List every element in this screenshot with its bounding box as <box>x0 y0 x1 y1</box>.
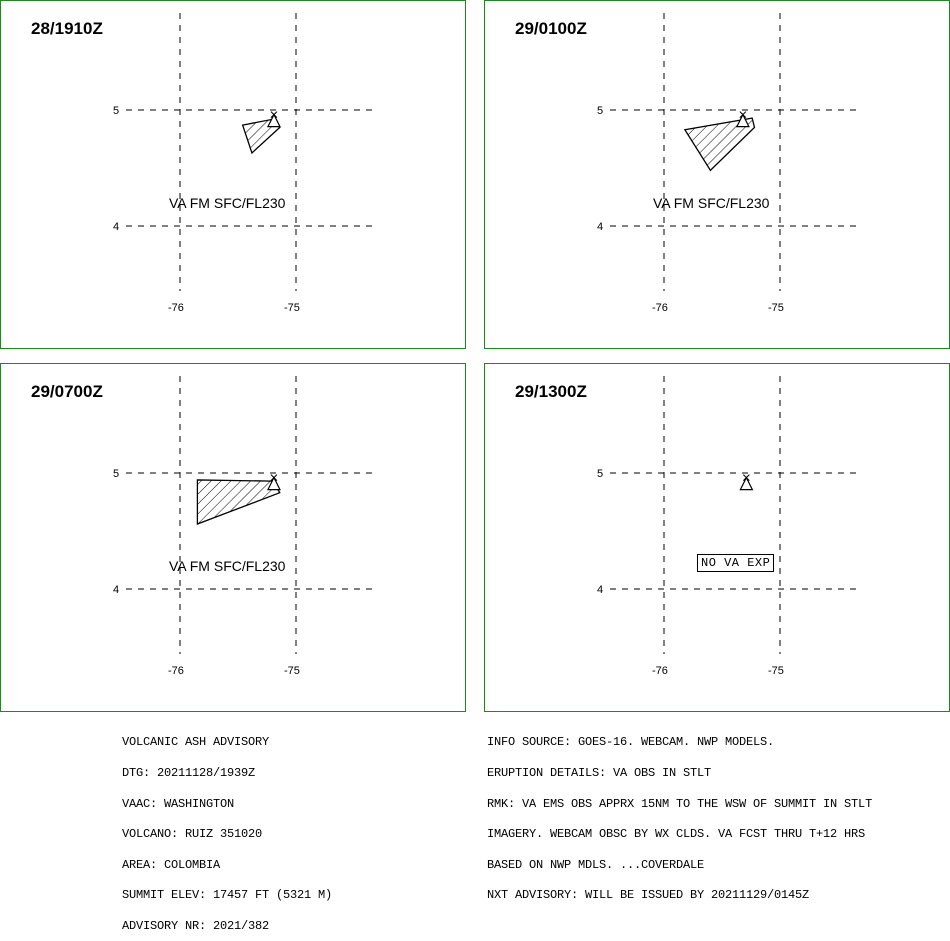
forecast-panel-1 <box>0 0 466 349</box>
lat-tick-label: 4 <box>113 584 120 596</box>
panel-time: 28/1910Z <box>31 19 103 38</box>
lat-tick-label: 5 <box>113 105 120 117</box>
lat-lon-grid <box>610 376 859 654</box>
lon-tick-label: -76 <box>168 665 184 677</box>
advisory-line: INFO SOURCE: GOES-16. WEBCAM. NWP MODELS. <box>487 735 775 750</box>
lon-tick-label: -75 <box>768 302 784 314</box>
advisory-details-block <box>487 717 872 911</box>
va-level-label: VA FM SFC/FL230 <box>169 195 286 211</box>
ash-cloud-polygon <box>197 480 279 524</box>
advisory-line: IMAGERY. WEBCAM OBSC BY WX CLDS. VA FCST THRU T+12 HRS <box>487 827 866 842</box>
panel-time: 29/0700Z <box>31 382 103 401</box>
map-graphic <box>1 364 465 711</box>
va-level-label: VA FM SFC/FL230 <box>169 558 286 574</box>
lat-lon-grid <box>610 13 859 291</box>
volcano-icon <box>268 112 280 127</box>
lon-tick-label: -76 <box>652 665 668 677</box>
lon-tick-label: -76 <box>168 302 184 314</box>
lat-tick-label: 5 <box>113 468 120 480</box>
panel-time: 29/0100Z <box>515 19 587 38</box>
advisory-line: VOLCANIC ASH ADVISORY <box>122 735 270 750</box>
forecast-panel-4 <box>484 363 950 712</box>
map-graphic <box>485 1 949 348</box>
lat-tick-label: 4 <box>113 221 120 233</box>
va-level-label: VA FM SFC/FL230 <box>653 195 770 211</box>
lat-tick-label: 4 <box>597 584 604 596</box>
panel-time: 29/1300Z <box>515 382 587 401</box>
advisory-line: RMK: VA EMS OBS APPRX 15NM TO THE WSW OF SUMMIT IN STLT <box>487 796 873 811</box>
lon-tick-label: -76 <box>652 302 668 314</box>
lat-lon-grid <box>126 376 375 654</box>
forecast-panel-2 <box>484 0 950 349</box>
lon-tick-label: -75 <box>768 665 784 677</box>
advisory-line: NXT ADVISORY: WILL BE ISSUED BY 20211129/0145Z <box>487 888 810 903</box>
map-graphic <box>485 364 949 711</box>
advisory-line: SUMMIT ELEV: 17457 FT (5321 M) <box>122 888 333 903</box>
lat-lon-grid <box>126 13 375 291</box>
no-va-expected-label: NO VA EXP <box>697 554 774 572</box>
lat-tick-label: 4 <box>597 221 604 233</box>
forecast-panel-3 <box>0 363 466 712</box>
advisory-line: VOLCANO: RUIZ 351020 <box>122 827 263 842</box>
map-graphic <box>1 1 465 348</box>
lon-tick-label: -75 <box>284 665 300 677</box>
lat-tick-label: 5 <box>597 468 604 480</box>
volcano-icon <box>740 475 752 490</box>
advisory-line: AREA: COLOMBIA <box>122 857 221 872</box>
advisory-line: BASED ON NWP MDLS. ...COVERDALE <box>487 857 705 872</box>
lon-tick-label: -75 <box>284 302 300 314</box>
advisory-line: ADVISORY NR: 2021/382 <box>122 919 270 934</box>
advisory-line: VAAC: WASHINGTON <box>122 796 235 811</box>
advisory-header-block <box>122 717 332 941</box>
advisory-line: DTG: 20211128/1939Z <box>122 766 256 781</box>
advisory-line: ERUPTION DETAILS: VA OBS IN STLT <box>487 766 712 781</box>
lat-tick-label: 5 <box>597 105 604 117</box>
